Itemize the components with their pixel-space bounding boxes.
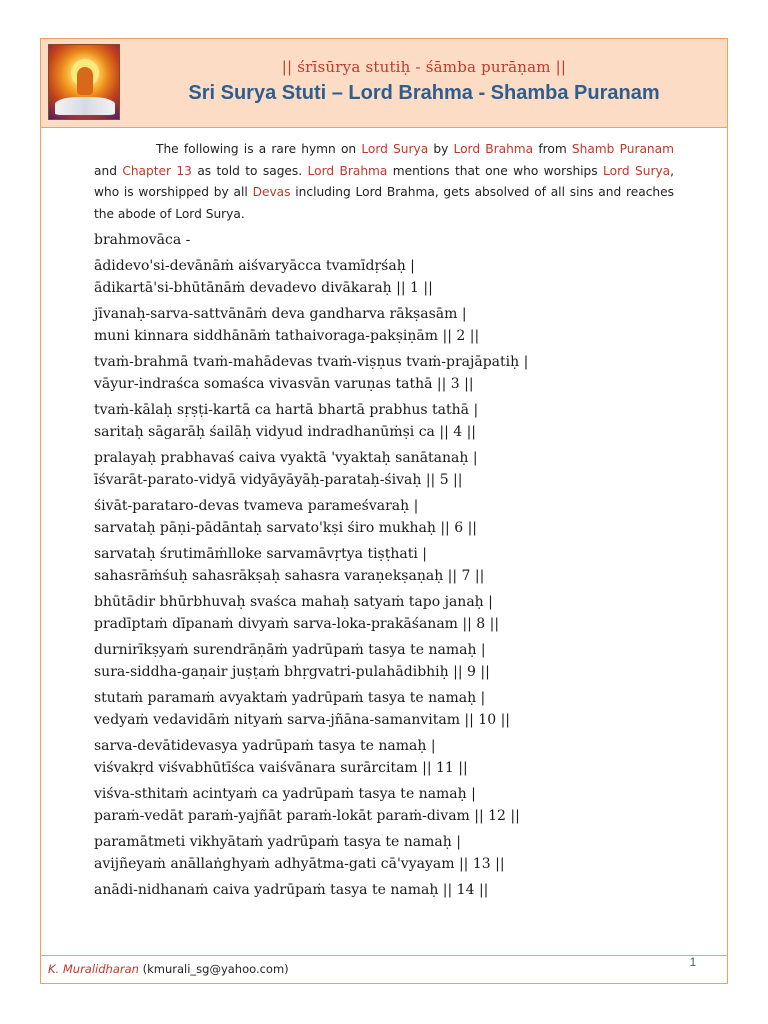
page-number: 1 <box>689 957 697 969</box>
intro-text: The following is a rare hymn on <box>156 142 362 156</box>
highlight-devas: Devas <box>252 185 291 199</box>
author-email[interactable]: (kmurali_sg@yahoo.com) <box>142 962 289 976</box>
verse-7 <box>94 544 714 587</box>
verse-11 <box>94 736 714 779</box>
verse-line: īśvarāt-parato-vidyā vidyāyāyāḥ-parataḥ-śivaḥ || 5 || <box>94 471 463 488</box>
highlight-lord-surya: Lord Surya <box>603 163 671 178</box>
verse-line: ādidevo'si-devānāṁ aiśvaryācca tvamīdṛśaḥ | <box>94 258 415 274</box>
verse-line: pralayaḥ prabhavaś caiva vyaktā 'vyaktaḥ sanātanaḥ | <box>94 450 478 466</box>
verse-line: avijñeyaṁ anāllaṅghyaṁ adhyātma-gati cā'vyayam || 13 || <box>94 855 505 872</box>
verse-lead: brahmovāca - <box>94 232 191 248</box>
chariot-horses <box>55 97 115 115</box>
verse-1 <box>94 256 714 299</box>
verse-line: vedyaṁ vedavidāṁ nityaṁ sarva-jñāna-samanvitam || 10 || <box>94 711 511 728</box>
verse-13 <box>94 832 714 875</box>
highlight-lord-brahma: Lord Brahma <box>307 163 388 178</box>
footer-divider <box>40 955 728 956</box>
verse-line: tvaṁ-brahmā tvaṁ-mahādevas tvaṁ-viṣṇus tvaṁ-prajāpatiḥ | <box>94 354 529 370</box>
verse-line: tvaṁ-kālaḥ sṛṣṭi-kartā ca hartā bhartā prabhus tathā | <box>94 402 479 418</box>
verse-4 <box>94 400 714 443</box>
verse-line: durnirīkṣyaṁ surendrāṇāṁ yadrūpaṁ tasya te namaḥ | <box>94 642 486 658</box>
verse-line: bhūtādir bhūrbhuvaḥ svaśca mahaḥ satyaṁ tapo janaḥ | <box>94 594 493 610</box>
author-name: K. Muralidharan <box>48 962 139 976</box>
intro-text: and <box>94 163 123 178</box>
verse-line: sarvataḥ śrutimāṁlloke sarvamāvṛtya tiṣṭhati | <box>94 546 427 562</box>
footer-author <box>48 962 289 976</box>
intro-text: by <box>428 142 454 156</box>
intro-text: mentions that one who worships <box>387 163 604 178</box>
verse-line: vāyur-indraśca somaśca vivasvān varuṇas tathā || 3 || <box>94 375 474 392</box>
page-title: Sri Surya Stuti – Lord Brahma - Shamba Puranam <box>188 82 660 104</box>
highlight-chapter: Chapter 13 <box>122 163 192 178</box>
intro-text: from <box>533 142 572 156</box>
verse-line: paraṁ-vedāt paraṁ-yajñāt paraṁ-lokāt paraṁ-divam || 12 || <box>94 807 520 824</box>
verses-block <box>94 228 714 907</box>
verse-line: ādikartā'si-bhūtānāṁ devadevo divākaraḥ || 1 || <box>94 279 433 296</box>
verse-9 <box>94 640 714 683</box>
verse-2 <box>94 304 714 347</box>
verse-line: sura-siddha-gaṇair juṣṭaṁ bhṛgvatri-pulahādibhiḥ || 9 || <box>94 663 490 680</box>
verse-line: saritaḥ sāgarāḥ śailāḥ vidyud indradhanūṁṣi ca || 4 || <box>94 423 477 440</box>
verse-line: jīvanaḥ-sarva-sattvānāṁ deva gandharva rākṣasām | <box>94 306 467 322</box>
verse-line: sarva-devātidevasya yadrūpaṁ tasya te namaḥ | <box>94 738 436 754</box>
highlight-shamb-puranam: Shamb Puranam <box>571 142 674 156</box>
verse-10 <box>94 688 714 731</box>
verse-line: viśva-sthitaṁ acintyaṁ ca yadrūpaṁ tasya te namaḥ | <box>94 786 476 802</box>
verse-3 <box>94 352 714 395</box>
verse-line: pradīptaṁ dīpanaṁ divyaṁ sarva-loka-prakāśanam || 8 || <box>94 615 500 632</box>
verse-line: sarvataḥ pāṇi-pādāntaḥ sarvato'kṣi śiro mukhaḥ || 6 || <box>94 519 478 536</box>
intro-text: , who is worshipped by all <box>94 163 675 199</box>
highlight-lord-brahma: Lord Brahma <box>453 142 534 156</box>
verse-line: sahasrāṁśuḥ sahasrākṣaḥ sahasra varaṇekṣaṇaḥ || 7 || <box>94 567 485 584</box>
deity-figure <box>77 67 93 95</box>
verse-line: viśvakṛd viśvabhūtīśca vaiśvānara surārcitam || 11 || <box>94 759 468 776</box>
intro-text: as told to sages. <box>191 163 308 178</box>
verse-line: muni kinnara siddhānāṁ tathaivoraga-pakṣiṇām || 2 || <box>94 327 480 344</box>
surya-image <box>48 44 120 120</box>
verse-6 <box>94 496 714 539</box>
intro-paragraph <box>94 139 674 225</box>
verse-line: anādi-nidhanaṁ caiva yadrūpaṁ tasya te namaḥ || 14 || <box>94 882 489 898</box>
verse-line: paramātmeti vikhyātaṁ yadrūpaṁ tasya te namaḥ | <box>94 834 461 850</box>
verse-line: stutaṁ paramaṁ avyaktaṁ yadrūpaṁ tasya te namaḥ | <box>94 690 486 706</box>
verse-5 <box>94 448 714 491</box>
verse-12 <box>94 784 714 827</box>
highlight-lord-surya: Lord Surya <box>361 142 429 156</box>
intro-text: including Lord Brahma, gets absolved of all sins and reaches the abode of Lord Surya. <box>94 185 674 221</box>
verse-14 <box>94 880 714 902</box>
verse-8 <box>94 592 714 635</box>
verse-line: śivāt-parataro-devas tvameva parameśvaraḥ | <box>94 498 419 514</box>
header-subtitle: || śrīsūrya stutiḥ - śāmba purāṇam || <box>281 58 567 76</box>
